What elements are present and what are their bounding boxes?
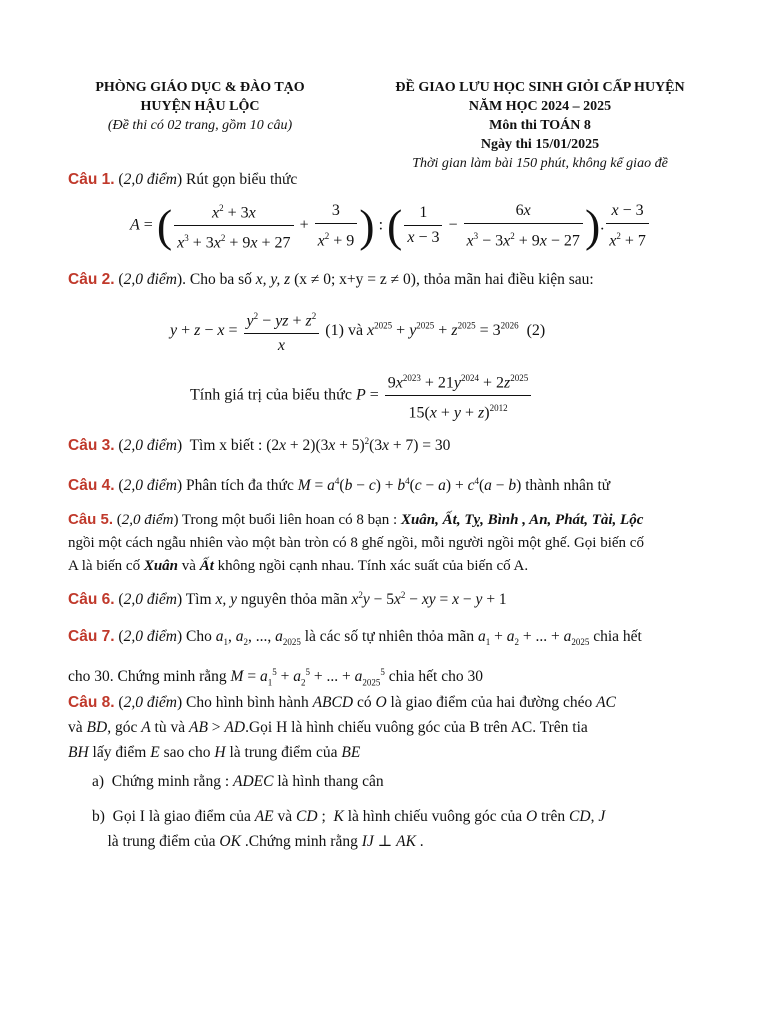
question-4: Câu 4. (2,0 điểm) Phân tích đa thức $M = a^4(b - c) + b^4(c - a) + c^4(a - b)$ thành nhân tử (68, 476, 611, 495)
question-text: , góc (107, 719, 138, 736)
question-8a: a) Chứng minh rằng : ADEC là hình thang cân (92, 773, 384, 790)
question-text: sao cho (163, 744, 211, 761)
question-label: Câu 7. (68, 628, 115, 645)
question-2: Câu 2. (2,0 điểm). Cho ba số x, y, z (x ≠ 0; x+y = z ≠ 0), thỏa mãn hai điều kiện sau: (68, 271, 594, 288)
department-name: PHÒNG GIÁO DỤC & ĐÀO TẠO (95, 80, 305, 95)
name-at: Ất (199, 558, 214, 574)
question-text: có (356, 694, 372, 711)
name-xuan: Xuân (143, 558, 179, 574)
question-text: Cho hình bình hành (186, 694, 309, 711)
question-text: ngồi một cách ngẫu nhiên vào một bàn tròn có 8 ghế ngồi, mỗi người ngồi một ghế. Gọi biến cố (68, 535, 644, 551)
formula-a: A = ( $\frac{x^2 + 3x}{x^3 + 3x^2 + 9x + 27}$ + $\frac{3}{x^2 + 9}$ ) : ( $\frac{1}{x - 3}$ − $\frac{6x}{x^3 - 3x^2 + 9x - 27}$ ). $\frac{x - 3}{x^2 + 7}$ (130, 196, 651, 256)
question-text: nguyên thỏa mãn (240, 591, 348, 609)
question-8b: b) Gọi I là giao điểm của AE và CD ; K là hình chiếu vuông góc của O trên CD, J là trung điểm của OK .Chứng minh rằng IJ ⊥ AK . (92, 808, 606, 850)
question-text: không ngồi cạnh nhau. Tính xác suất của biến cố A. (217, 558, 529, 574)
question-points: 2,0 điểm (123, 628, 177, 645)
question-points: 2,0 điểm (123, 437, 177, 455)
question-text: Tìm x biết : (189, 437, 263, 455)
question-text: A là biến cố (68, 558, 141, 574)
question-text: chia hết (593, 628, 642, 645)
question-text: thành nhân tử (525, 477, 611, 495)
subject: Môn thi TOÁN 8 (489, 118, 591, 133)
part-label: a) (92, 773, 105, 790)
question-points: 2,0 điểm (123, 477, 177, 495)
compute-text: Tính giá trị của biểu thức (190, 386, 352, 404)
question-text: .Gọi H là hình chiếu vuông góc của B trên AC. Trên tia (245, 719, 588, 736)
exam-date: Ngày thi 15/01/2025 (480, 137, 600, 152)
question-points: 2,0 điểm (121, 512, 174, 528)
question-text: Cho (186, 628, 212, 645)
question-text: lấy điểm (92, 744, 147, 761)
question-label: Câu 6. (68, 591, 115, 609)
question-text: là trung điểm của (107, 833, 216, 850)
question-points: 2,0 điểm (123, 591, 177, 609)
question-text: trên (541, 808, 566, 825)
question-text: cho 30. Chứng minh rằng (68, 668, 227, 686)
question-text: là giao điểm của hai đường chéo (390, 694, 593, 711)
question-points: 2,0 điểm (123, 171, 177, 188)
exam-title: ĐỀ GIAO LƯU HỌC SINH GIỎI CẤP HUYỆN (395, 80, 685, 95)
header-left (70, 78, 330, 135)
question-text: Cho ba số (189, 271, 252, 288)
question-5: Câu 5. (2,0 điểm) Trong một buổi liên hoan có 8 bạn : Xuân, Ất, Tỵ, Bình , An, Phát, Tài, Lộc ngồi một cách ngẫu nhiên vào một bàn tròn có 8 ghế ngồi, mỗi người ngồi một ghế. Gọi biến cố A là biến cố Xuân và Ất không ngồi cạnh nhau. Tính xác suất của biến cố A. (68, 511, 644, 574)
question-text: là trung điểm của (229, 744, 338, 761)
question-label: Câu 3. (68, 437, 115, 455)
school-year: NĂM HỌC 2024 – 2025 (468, 99, 612, 114)
question-label: Câu 4. (68, 477, 115, 495)
question-text: là hình chiếu vuông góc của (347, 808, 523, 825)
time-limit: Thời gian làm bài 150 phút, không kể giao đề (412, 156, 668, 171)
question-text: Phân tích đa thức (186, 477, 294, 495)
formula-p: Tính giá trị của biểu thức P = $\frac{9x^{2023} + 21y^{2024} + 2z^{2025}}{15(x + y + z)^{2012}}$ (190, 366, 533, 426)
question-points: 2,0 điểm (123, 694, 177, 711)
question-points: 2,0 điểm (123, 271, 177, 288)
question-text: , (590, 808, 595, 825)
question-text: Rút gọn biểu thức (186, 171, 298, 188)
question-label: Câu 2. (68, 271, 115, 288)
question-text: Trong một buổi liên hoan có 8 bạn : (181, 512, 398, 528)
question-1: Câu 1. (2,0 điểm) Rút gọn biểu thức (68, 171, 298, 188)
question-7: Câu 7. (2,0 điểm) Cho $a_1$, $a_2$, ..., $a_{2025}$ là các số tự nhiên thỏa mãn $a_1 + a_2$ + ... + $a_{2025}$ chia hết cho 30. Chứng minh rằng $M = a_1^5 + a_2^5$ + ... + $a_{2025}^5$ chia hết cho 30 (68, 628, 642, 688)
formula-conditions: y + z − x = $\frac{y^2 - yz + z^2}{x}$ (1) và $x^{2025} + y^{2025} + z^{2025} = 3^{2026}$ (2) (170, 304, 545, 358)
question-text: tù và (154, 719, 186, 736)
exam-note: (Đề thi có 02 trang, gồm 10 câu) (107, 118, 293, 133)
question-text: , thỏa mãn hai điều kiện sau: (415, 271, 594, 288)
question-text: là hình thang cân (277, 773, 384, 790)
question-6: Câu 6. (2,0 điểm) Tìm x, y nguyên thỏa mãn $x^2y - 5x^2$ − xy = x − y + 1 (68, 590, 507, 609)
question-text: là các số tự nhiên thỏa mãn (304, 628, 475, 645)
header-right (360, 78, 720, 173)
question-text: Chứng minh rằng : (111, 773, 230, 790)
question-text: và (68, 719, 83, 736)
question-8: Câu 8. (2,0 điểm) Cho hình bình hành ABCD có O là giao điểm của hai đường chéo AC và BD, góc A tù và AB > AD.Gọi H là hình chiếu vuông góc của B trên AC. Trên tia BH lấy điểm E sao cho H là trung điểm của BE (68, 694, 616, 761)
question-text: Tìm (185, 591, 212, 609)
question-3: Câu 3. (2,0 điểm) Tìm x biết : $(2x + 2)(3x + 5)^2(3x + 7) = 30$ (68, 436, 451, 455)
district-name: HUYỆN HẬU LỘC (140, 99, 260, 114)
question-text: và (277, 808, 293, 825)
part-label: b) (92, 808, 105, 825)
question-label: Câu 1. (68, 171, 115, 188)
question-label: Câu 8. (68, 694, 115, 711)
names-list: Xuân, Ất, Tỵ, Bình , An, Phát, Tài, Lộc (400, 512, 644, 528)
question-text: chia hết cho 30 (388, 668, 483, 686)
question-label: Câu 5. (68, 511, 114, 528)
question-text: .Chứng minh rằng (244, 833, 358, 850)
question-text: và (181, 558, 196, 574)
and-text: và (347, 321, 364, 339)
question-text: Gọi I là giao điểm của (112, 808, 251, 825)
